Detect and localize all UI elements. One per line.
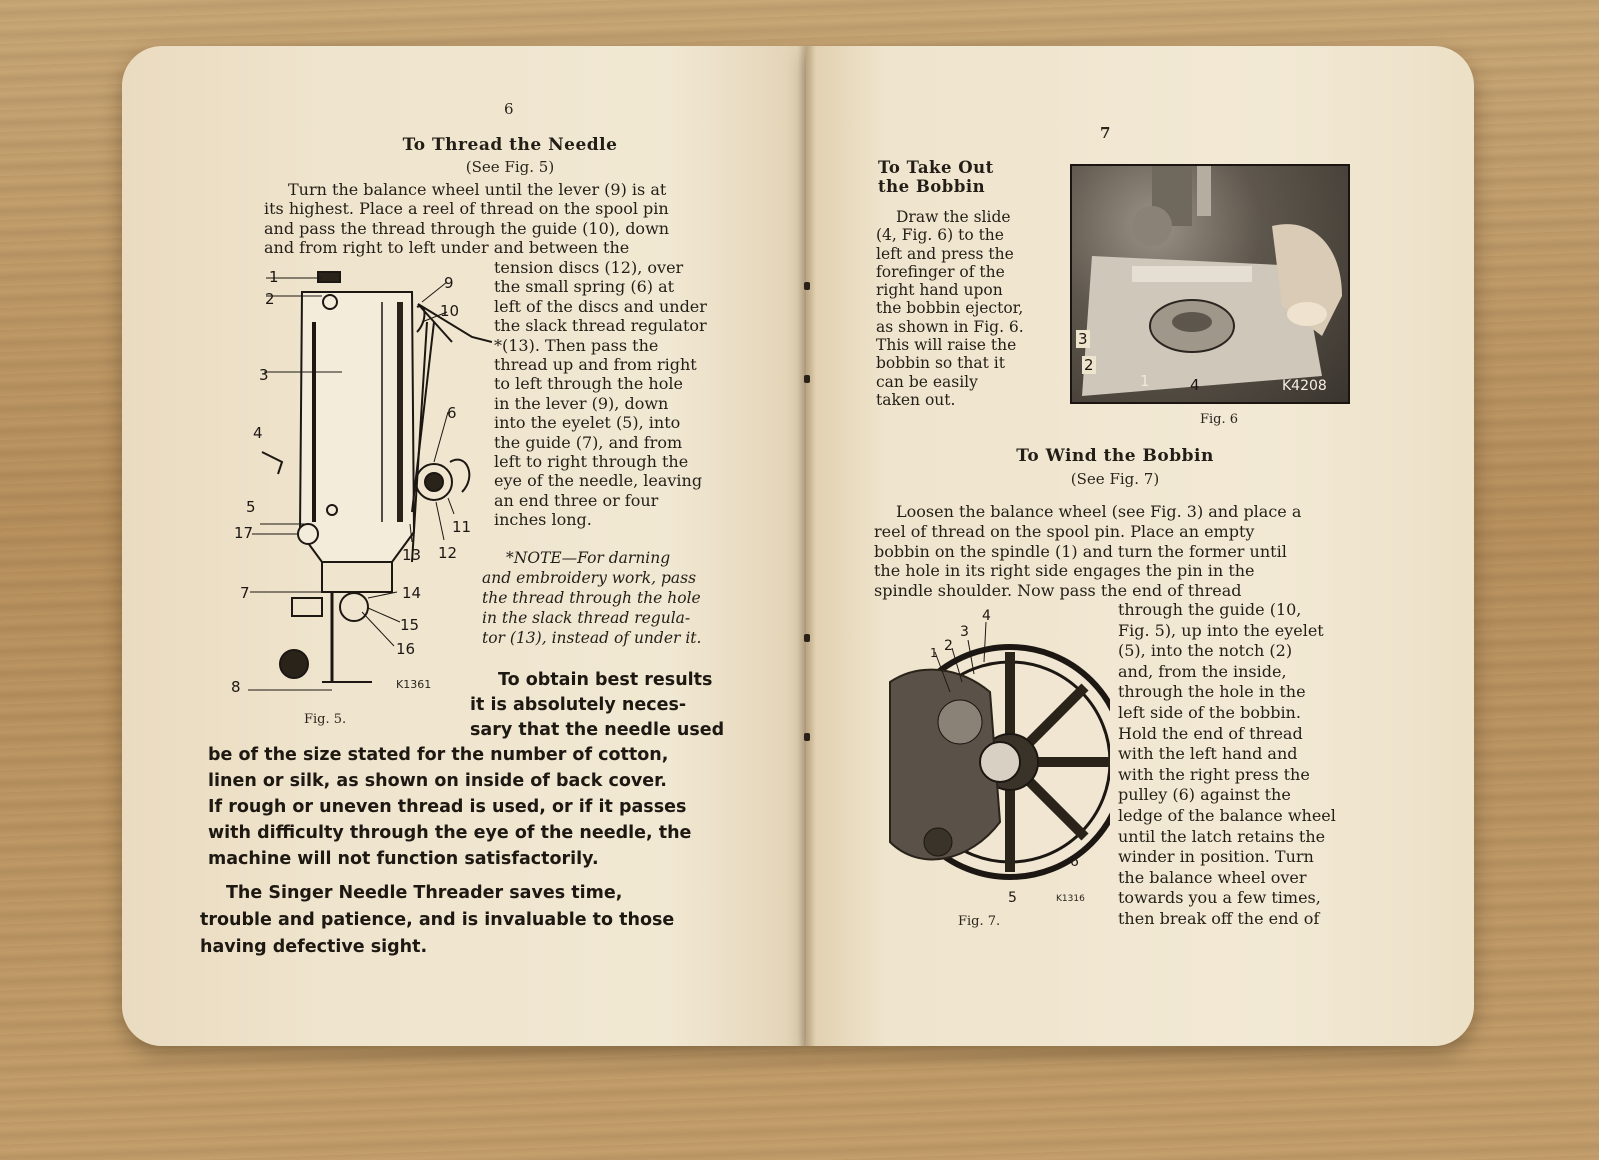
text-line: having defective sight. — [200, 937, 428, 957]
text-line: the thread through the hole — [482, 589, 701, 607]
text-line: *(13). Then pass the — [494, 335, 659, 355]
fig5-label: 12 — [438, 544, 458, 562]
text-line: until the latch retains the — [1118, 826, 1326, 846]
text-line: Turn the balance wheel until the lever (9) is at — [288, 180, 667, 199]
text-line: (5), into the notch (2) — [1118, 641, 1293, 661]
wind-bobbin-subtitle: (See Fig. 7) — [1070, 470, 1160, 488]
fig6-code: K4208 — [1282, 378, 1327, 394]
fig7-label: 6 — [1070, 854, 1079, 870]
text-line: as shown in Fig. 6. — [876, 317, 1024, 336]
text-line: and pass the thread through the guide (10), down — [264, 218, 670, 238]
fig5-label: 14 — [402, 584, 422, 602]
fig6-label: 4 — [1190, 376, 1200, 394]
text-line: The Singer Needle Threader saves time, — [226, 883, 623, 903]
text-line: an end three or four — [494, 490, 659, 510]
fig7-code: K1316 — [1056, 894, 1085, 904]
text-line: Loosen the balance wheel (see Fig. 3) and place a — [896, 502, 1302, 521]
fig5-label: 17 — [234, 524, 254, 542]
fig7-caption: Fig. 7. — [958, 914, 1001, 929]
text-line: sary that the needle used — [470, 720, 725, 740]
text-line: *NOTE—For darning — [506, 549, 671, 567]
fig5-label: 15 — [400, 616, 420, 634]
fig5-label: 10 — [440, 302, 460, 320]
fig5-label: 16 — [396, 640, 416, 658]
text-line: taken out. — [876, 390, 956, 409]
fig5-machine-illustration — [222, 262, 492, 702]
title-line: To Take Out — [878, 158, 994, 177]
text-line: through the guide (10, — [1118, 600, 1302, 619]
text-line: thread up and from right — [494, 355, 697, 375]
take-out-paragraph — [876, 208, 1052, 409]
staple-mark — [804, 375, 810, 383]
fig5-label: 9 — [444, 274, 454, 292]
fig7-label: 1 — [930, 646, 938, 660]
fig5-label: 11 — [452, 518, 472, 536]
fig5-label: 13 — [402, 546, 422, 564]
text-line: left of the discs and under — [494, 296, 707, 316]
wind-wrap-paragraph — [1118, 600, 1362, 930]
text-line: the small spring (6) at — [494, 277, 675, 297]
text-line: left and press the — [876, 244, 1014, 263]
text-line: the hole in its right side engages the pin in the — [874, 561, 1255, 581]
text-line: and, from the inside, — [1118, 661, 1287, 681]
text-line: eye of the needle, leaving — [494, 471, 703, 491]
text-line: forefinger of the — [876, 262, 1005, 281]
fig7-label: 4 — [982, 608, 991, 624]
fig5-label: 2 — [265, 290, 275, 308]
fig6-label: 1 — [1140, 372, 1150, 390]
text-line: towards you a few times, — [1118, 888, 1321, 908]
text-line: through the hole in the — [1118, 682, 1306, 702]
wind-bobbin-title: To Wind the Bobbin — [1016, 446, 1214, 466]
text-line: the balance wheel over — [1118, 867, 1307, 887]
book-gutter — [798, 46, 816, 1046]
text-line: with the left hand and — [1118, 744, 1298, 764]
text-line: To obtain best results — [498, 670, 713, 690]
text-line: (4, Fig. 6) to the — [876, 226, 1004, 245]
note-paragraph — [482, 548, 734, 648]
text-line: reel of thread on the spool pin. Place an empty — [874, 521, 1255, 541]
text-line: left to right through the — [494, 452, 689, 472]
fig6-machine-drawing — [1072, 166, 1350, 404]
fig5-code: K1361 — [396, 678, 432, 691]
wrap-paragraph — [494, 258, 739, 530]
fig5-label: 5 — [246, 498, 256, 516]
text-line: inches long. — [494, 510, 592, 530]
text-line: the slack thread regulator — [494, 316, 707, 336]
fig6-label: 2 — [1084, 356, 1094, 374]
fig5-label: 3 — [259, 366, 269, 384]
text-line: into the eyelet (5), into — [494, 413, 681, 433]
fig7-label: 2 — [944, 638, 953, 654]
fig5-label: 4 — [253, 424, 263, 442]
text-line: be of the size stated for the number of cotton, — [208, 745, 669, 765]
title-line: the Bobbin — [878, 177, 986, 196]
fig6-bobbin-photo — [1070, 164, 1350, 404]
text-line: Hold the end of thread — [1118, 723, 1303, 743]
text-line: in the lever (9), down — [494, 393, 669, 413]
best-results-paragraph — [208, 742, 732, 872]
text-line: If rough or uneven thread is used, or if it passes — [208, 797, 687, 817]
text-line: in the slack thread regula- — [482, 609, 691, 627]
fig6-label: 3 — [1078, 330, 1088, 348]
section-subtitle: (See Fig. 5) — [465, 158, 555, 176]
staple-mark — [804, 634, 810, 642]
best-results-wrap — [470, 668, 732, 743]
text-line: the bobbin ejector, — [876, 299, 1024, 318]
intro-paragraph — [264, 180, 742, 258]
text-line: bobbin so that it — [876, 354, 1005, 373]
section-title: To Thread the Needle — [402, 135, 618, 155]
text-line: to left through the hole — [494, 374, 683, 394]
text-line: bobbin on the spindle (1) and turn the former until — [874, 541, 1287, 561]
page-number: 7 — [1100, 124, 1111, 142]
text-line: left side of the bobbin. — [1118, 702, 1301, 722]
text-line: tension discs (12), over — [494, 258, 684, 277]
fig7-label: 5 — [1008, 890, 1017, 906]
text-line: it is absolutely neces- — [470, 695, 687, 715]
text-line: Fig. 5), up into the eyelet — [1118, 620, 1324, 640]
text-line: trouble and patience, and is invaluable to those — [200, 910, 675, 930]
bobbin-title — [878, 158, 994, 196]
text-line: the guide (7), and from — [494, 432, 683, 452]
fig5-label: 6 — [447, 404, 457, 422]
fig5-label: 8 — [231, 678, 241, 696]
text-line: right hand upon — [876, 281, 1003, 300]
fig6-caption: Fig. 6 — [1200, 412, 1239, 427]
text-line: tor (13), instead of under it. — [482, 629, 702, 647]
staple-mark — [804, 282, 810, 290]
text-line: with the right press the — [1118, 764, 1310, 784]
text-line: machine will not function satisfactorily. — [208, 849, 599, 869]
page-number: 6 — [504, 100, 514, 118]
text-line: This will raise the — [876, 336, 1017, 355]
fig7-label: 3 — [960, 624, 969, 640]
fig5-label: 1 — [269, 268, 279, 286]
text-line: and from right to left under and between the — [264, 238, 630, 258]
text-line: linen or silk, as shown on inside of back cover. — [208, 771, 667, 791]
text-line: can be easily — [876, 372, 978, 391]
text-line: with difficulty through the eye of the needle, the — [208, 823, 692, 843]
wind-paragraph — [874, 502, 1360, 601]
staple-mark — [804, 733, 810, 741]
text-line: pulley (6) against the — [1118, 785, 1291, 805]
text-line: Draw the slide — [896, 208, 1011, 226]
text-line: winder in position. Turn — [1118, 847, 1314, 867]
fig5-caption: Fig. 5. — [304, 712, 347, 727]
text-line: ledge of the balance wheel — [1118, 805, 1336, 825]
text-line: spindle shoulder. Now pass the end of thread — [874, 581, 1242, 601]
text-line: its highest. Place a reel of thread on the spool pin — [264, 199, 669, 219]
threader-paragraph — [200, 880, 726, 961]
text-line: and embroidery work, pass — [482, 569, 697, 587]
text-line: then break off the end of — [1118, 908, 1320, 928]
fig5-label: 7 — [240, 584, 250, 602]
